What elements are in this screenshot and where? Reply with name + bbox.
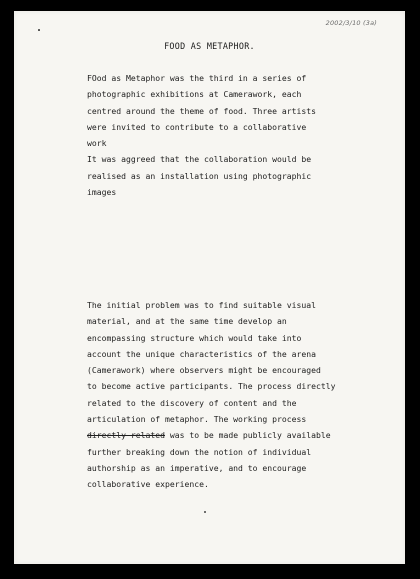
text-line: encompassing structure which would take into — [87, 332, 302, 343]
text-line: realised as an installation using photographic — [87, 170, 312, 181]
paragraph-process — [87, 297, 387, 493]
paper-speck — [204, 511, 206, 513]
document-page — [14, 11, 405, 564]
text-line: related to the discovery of content and the — [87, 397, 297, 408]
text-line: images — [87, 187, 117, 198]
text-line: photographic exhibitions at Camerawork, each — [87, 89, 302, 100]
archive-reference: 2002/3/10 (3a) — [325, 19, 377, 27]
paper-speck — [38, 29, 40, 31]
paragraph-intro — [87, 70, 387, 200]
text-line: articulation of metaphor. The working process — [87, 414, 307, 425]
text-line: were invited to contribute to a collaborative — [87, 121, 307, 132]
text-line: collaborative experience. — [87, 479, 209, 490]
text-line-with-strikethrough — [87, 427, 387, 443]
text-line: material, and at the same time develop an — [87, 316, 287, 327]
text-line: account the unique characteristics of the arena — [87, 348, 317, 359]
text-line: further breaking down the notion of individual — [87, 446, 312, 457]
text-line: to become active participants. The process directly — [87, 381, 336, 392]
text-line: FOod as Metaphor was the third in a series of — [87, 73, 307, 83]
text-line: work — [87, 138, 107, 149]
text-line-rest: was to be made publicly available — [164, 430, 331, 441]
text-line: authorship as an imperative, and to encourage — [87, 462, 307, 473]
text-line: It was aggreed that the collaboration would be — [87, 154, 312, 165]
struck-out-text: directly related — [87, 430, 165, 441]
text-line: centred around the theme of food. Three artists — [87, 105, 317, 116]
text-line: (Camerawork) where observers might be encouraged — [87, 365, 321, 376]
document-title: FOOD AS METAPHOR. — [164, 41, 255, 51]
text-line: The initial problem was to find suitable visual — [87, 300, 317, 310]
